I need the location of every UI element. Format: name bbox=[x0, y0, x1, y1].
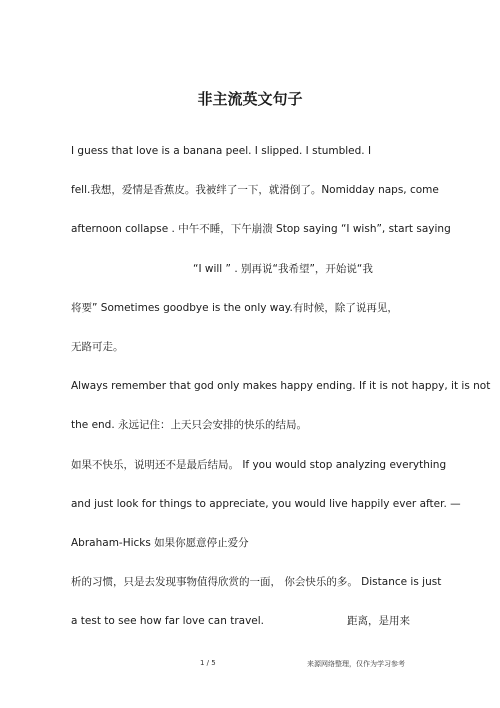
text-line: 将要” Sometimes goodbye is the only way.有时候，除了说再见， bbox=[71, 302, 398, 314]
page-number: 1 / 5 bbox=[200, 659, 216, 667]
text-line: Abraham-Hicks 如果你愿意停止爱分 bbox=[71, 537, 249, 549]
text-line: and just look for things to appreciate, you would live happily ever after. — bbox=[71, 498, 461, 510]
text-line: 距离，是用来 bbox=[347, 615, 410, 627]
text-line: a test to see how far love can travel. bbox=[71, 615, 265, 627]
text-line: 析的习惯，只是去发现事物值得欣赏的一面， 你会快乐的多。 Distance is just bbox=[71, 576, 442, 588]
text-line: 无路可走。 bbox=[71, 341, 124, 353]
text-line: fell.我想，爱情是香蕉皮。我被绊了一下，就滑倒了。Nomidday naps, come bbox=[71, 184, 439, 196]
text-line: 如果不快乐，说明还不是最后结局。 If you would stop analyzing everything bbox=[71, 459, 447, 471]
text-line: afternoon collapse . 中午不睡，下午崩溃 Stop saying “I wish”, start saying bbox=[71, 223, 451, 235]
text-line: Always remember that god only makes happy ending. If it is not happy, it is not bbox=[71, 380, 491, 392]
footer-note: 来源网络整理，仅作为学习参考 bbox=[307, 660, 405, 668]
page-title: 非主流英文句子 bbox=[197, 90, 303, 108]
text-line: the end. 永远记住：上天只会安排的快乐的结局。 bbox=[71, 419, 308, 431]
text-line: I guess that love is a banana peel. I slipped. I stumbled. I bbox=[71, 145, 372, 157]
text-line: “I will ” . 别再说“我希望”，开始说“我 bbox=[193, 263, 373, 275]
